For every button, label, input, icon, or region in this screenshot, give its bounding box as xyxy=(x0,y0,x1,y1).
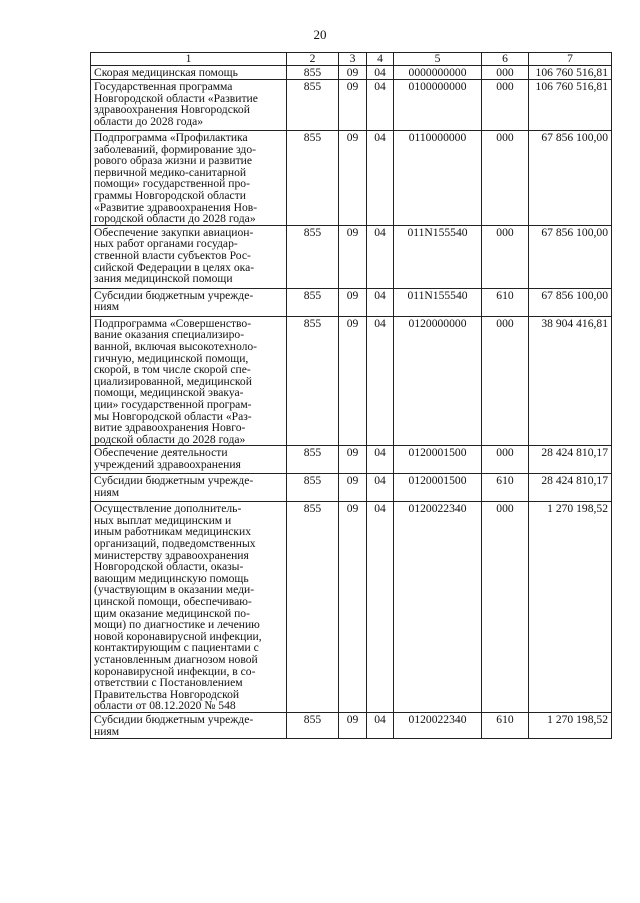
subsection-code-cell: 04 xyxy=(367,66,394,80)
subsection-code-cell: 04 xyxy=(367,316,394,446)
row-name-line: Новгородской области «Развитие xyxy=(94,91,258,105)
ministry-code-cell: 855 xyxy=(287,474,339,502)
table-row xyxy=(91,131,612,226)
target-article-cell: 0120001500 xyxy=(394,446,482,474)
row-name-line: витие здравоохранения Новго- xyxy=(94,421,246,435)
column-header: 1 xyxy=(91,53,287,66)
row-name-line: вание оказания специализиро- xyxy=(94,328,245,342)
expense-type-cell: 610 xyxy=(482,288,529,316)
row-name-line: Обеспечение закупки авиацион- xyxy=(94,225,254,239)
row-name-line: ниям xyxy=(94,300,120,314)
row-name-line: (участвующим в оказании меди- xyxy=(94,583,255,597)
table-row xyxy=(91,474,612,502)
row-name-line: «Развитие здравоохранения Нов- xyxy=(94,200,258,214)
section-code-cell: 09 xyxy=(339,712,367,738)
column-header: 7 xyxy=(529,53,612,66)
budget-table xyxy=(90,52,612,739)
expense-type-cell: 610 xyxy=(482,474,529,502)
table-row xyxy=(91,225,612,288)
target-article-cell: 0120022340 xyxy=(394,502,482,713)
table-row xyxy=(91,446,612,474)
subsection-code-cell: 04 xyxy=(367,131,394,226)
ministry-code-cell: 855 xyxy=(287,288,339,316)
section-code-cell: 09 xyxy=(339,225,367,288)
ministry-code-cell: 855 xyxy=(287,712,339,738)
ministry-code-cell: 855 xyxy=(287,80,339,131)
amount-cell: 106 760 516,81 xyxy=(529,80,612,131)
expense-type-cell: 610 xyxy=(482,712,529,738)
row-name-line: циализированной, медицинской xyxy=(94,374,252,388)
amount-cell: 67 856 100,00 xyxy=(529,225,612,288)
target-article-cell: 0110000000 xyxy=(394,131,482,226)
table-row xyxy=(91,316,612,446)
amount-cell: 1 270 198,52 xyxy=(529,712,612,738)
target-article-cell: 0000000000 xyxy=(394,66,482,80)
row-name-line: иным работникам медицинских xyxy=(94,525,252,539)
row-name-line: ответствии с Постановлением xyxy=(94,676,243,690)
table-body xyxy=(91,66,612,739)
subsection-code-cell: 04 xyxy=(367,288,394,316)
subsection-code-cell: 04 xyxy=(367,502,394,713)
row-name-line: области до 2028 года» xyxy=(94,114,204,128)
column-header: 3 xyxy=(339,53,367,66)
section-code-cell: 09 xyxy=(339,474,367,502)
row-name-line: граммы Новгородской области xyxy=(94,188,246,202)
table-row xyxy=(91,80,612,131)
row-name-line: Новгородской области, оказы- xyxy=(94,560,244,574)
table-row xyxy=(91,712,612,738)
expense-type-cell: 000 xyxy=(482,502,529,713)
amount-cell: 28 424 810,17 xyxy=(529,446,612,474)
row-name-line: Осуществление дополнитель- xyxy=(94,502,242,516)
row-name-cell xyxy=(91,316,287,446)
row-name-cell xyxy=(91,131,287,226)
row-name-line: ниям xyxy=(94,724,120,738)
row-name-line: министерству здравоохранения xyxy=(94,548,249,562)
ministry-code-cell: 855 xyxy=(287,502,339,713)
column-header: 5 xyxy=(394,53,482,66)
row-name-line: Государственная программа xyxy=(94,80,233,93)
row-name-line: контактирующим с пациентами с xyxy=(94,641,259,655)
subsection-code-cell: 04 xyxy=(367,474,394,502)
expense-type-cell: 000 xyxy=(482,131,529,226)
row-name-cell xyxy=(91,66,287,80)
row-name-line: цинской помощи, обеспечиваю- xyxy=(94,595,252,609)
ministry-code-cell: 855 xyxy=(287,316,339,446)
row-name-line: первичной медико-санитарной xyxy=(94,165,247,179)
row-name-cell xyxy=(91,288,287,316)
row-name-line: зания медицинской помощи xyxy=(94,272,233,286)
row-name-line: ственной власти субъектов Рос- xyxy=(94,248,251,262)
row-name-line: Субсидии бюджетным учрежде- xyxy=(94,288,254,302)
ministry-code-cell: 855 xyxy=(287,446,339,474)
row-name-line: щим оказание медицинской по- xyxy=(94,606,250,620)
column-header: 2 xyxy=(287,53,339,66)
expense-type-cell: 000 xyxy=(482,316,529,446)
row-name-line: ных выплат медицинским и xyxy=(94,513,232,527)
row-name-line: Подпрограмма «Совершенство- xyxy=(94,316,252,330)
row-name-line: родской области до 2028 года» xyxy=(94,432,246,446)
table-row xyxy=(91,66,612,80)
expense-type-cell: 000 xyxy=(482,225,529,288)
row-name-cell xyxy=(91,446,287,474)
row-name-line: здравоохранения Новгородской xyxy=(94,103,250,117)
row-name-line: коронавирусной инфекции, в со- xyxy=(94,664,256,678)
target-article-cell: 0120022340 xyxy=(394,712,482,738)
subsection-code-cell: 04 xyxy=(367,80,394,131)
row-name-line: Правительства Новгородской xyxy=(94,687,240,701)
row-name-line: заболеваний, формирование здо- xyxy=(94,142,256,156)
section-code-cell: 09 xyxy=(339,131,367,226)
column-header: 4 xyxy=(367,53,394,66)
row-name-line: Обеспечение деятельности xyxy=(94,446,228,460)
row-name-line: мощи) по диагностике и лечению xyxy=(94,618,260,632)
row-name-line: сийской Федерации в целях ока- xyxy=(94,260,255,274)
table-header-row xyxy=(91,53,612,66)
row-name-line: гичную, медицинской помощи, xyxy=(94,351,249,365)
row-name-line: Субсидии бюджетным учрежде- xyxy=(94,474,254,488)
amount-cell: 106 760 516,81 xyxy=(529,66,612,80)
section-code-cell: 09 xyxy=(339,66,367,80)
target-article-cell: 0100000000 xyxy=(394,80,482,131)
amount-cell: 28 424 810,17 xyxy=(529,474,612,502)
row-name-line: новой коронавирусной инфекции, xyxy=(94,629,262,643)
row-name-line: помощи» государственной про- xyxy=(94,177,250,191)
row-name-line: Подпрограмма «Профилактика xyxy=(94,131,248,144)
section-code-cell: 09 xyxy=(339,288,367,316)
row-name-line: установленным диагнозом новой xyxy=(94,653,258,666)
row-name-cell xyxy=(91,225,287,288)
row-name-cell xyxy=(91,712,287,738)
subsection-code-cell: 04 xyxy=(367,446,394,474)
target-article-cell: 011N155540 xyxy=(394,288,482,316)
row-name-line: ванной, включая высокотехноло- xyxy=(94,339,258,353)
expense-type-cell: 000 xyxy=(482,446,529,474)
ministry-code-cell: 855 xyxy=(287,225,339,288)
row-name-line: области от 08.12.2020 № 548 xyxy=(94,699,236,713)
table-row xyxy=(91,502,612,713)
row-name-cell xyxy=(91,502,287,713)
row-name-line: организаций, подведомственных xyxy=(94,537,256,551)
expense-type-cell: 000 xyxy=(482,66,529,80)
row-name-line: Скорая медицинская помощь xyxy=(94,66,238,79)
amount-cell: 1 270 198,52 xyxy=(529,502,612,713)
row-name-line: ции» государственной програм- xyxy=(94,397,252,411)
row-name-line: ниям xyxy=(94,485,120,499)
column-header: 6 xyxy=(482,53,529,66)
row-name-line: скорой, в том числе скорой спе- xyxy=(94,363,251,377)
subsection-code-cell: 04 xyxy=(367,712,394,738)
page-number: 20 xyxy=(313,27,327,42)
row-name-line: мы Новгородской области «Раз- xyxy=(94,409,252,423)
section-code-cell: 09 xyxy=(339,502,367,713)
target-article-cell: 011N155540 xyxy=(394,225,482,288)
section-code-cell: 09 xyxy=(339,80,367,131)
row-name-line: вающим медицинскую помощь xyxy=(94,571,249,585)
row-name-line: помощи, медицинской эвакуа- xyxy=(94,386,244,400)
expense-type-cell: 000 xyxy=(482,80,529,131)
row-name-line: ных работ органами государ- xyxy=(94,237,238,251)
amount-cell: 67 856 100,00 xyxy=(529,288,612,316)
row-name-line: рового образа жизни и развитие xyxy=(94,154,253,168)
ministry-code-cell: 855 xyxy=(287,66,339,80)
amount-cell: 67 856 100,00 xyxy=(529,131,612,226)
row-name-cell xyxy=(91,474,287,502)
section-code-cell: 09 xyxy=(339,446,367,474)
row-name-line: учреждений здравоохранения xyxy=(94,457,241,471)
section-code-cell: 09 xyxy=(339,316,367,446)
amount-cell: 38 904 416,81 xyxy=(529,316,612,446)
target-article-cell: 0120000000 xyxy=(394,316,482,446)
subsection-code-cell: 04 xyxy=(367,225,394,288)
target-article-cell: 0120001500 xyxy=(394,474,482,502)
row-name-cell xyxy=(91,80,287,131)
row-name-line: городской области до 2028 года» xyxy=(94,212,256,226)
row-name-line: Субсидии бюджетным учрежде- xyxy=(94,712,254,726)
table-row xyxy=(91,288,612,316)
ministry-code-cell: 855 xyxy=(287,131,339,226)
